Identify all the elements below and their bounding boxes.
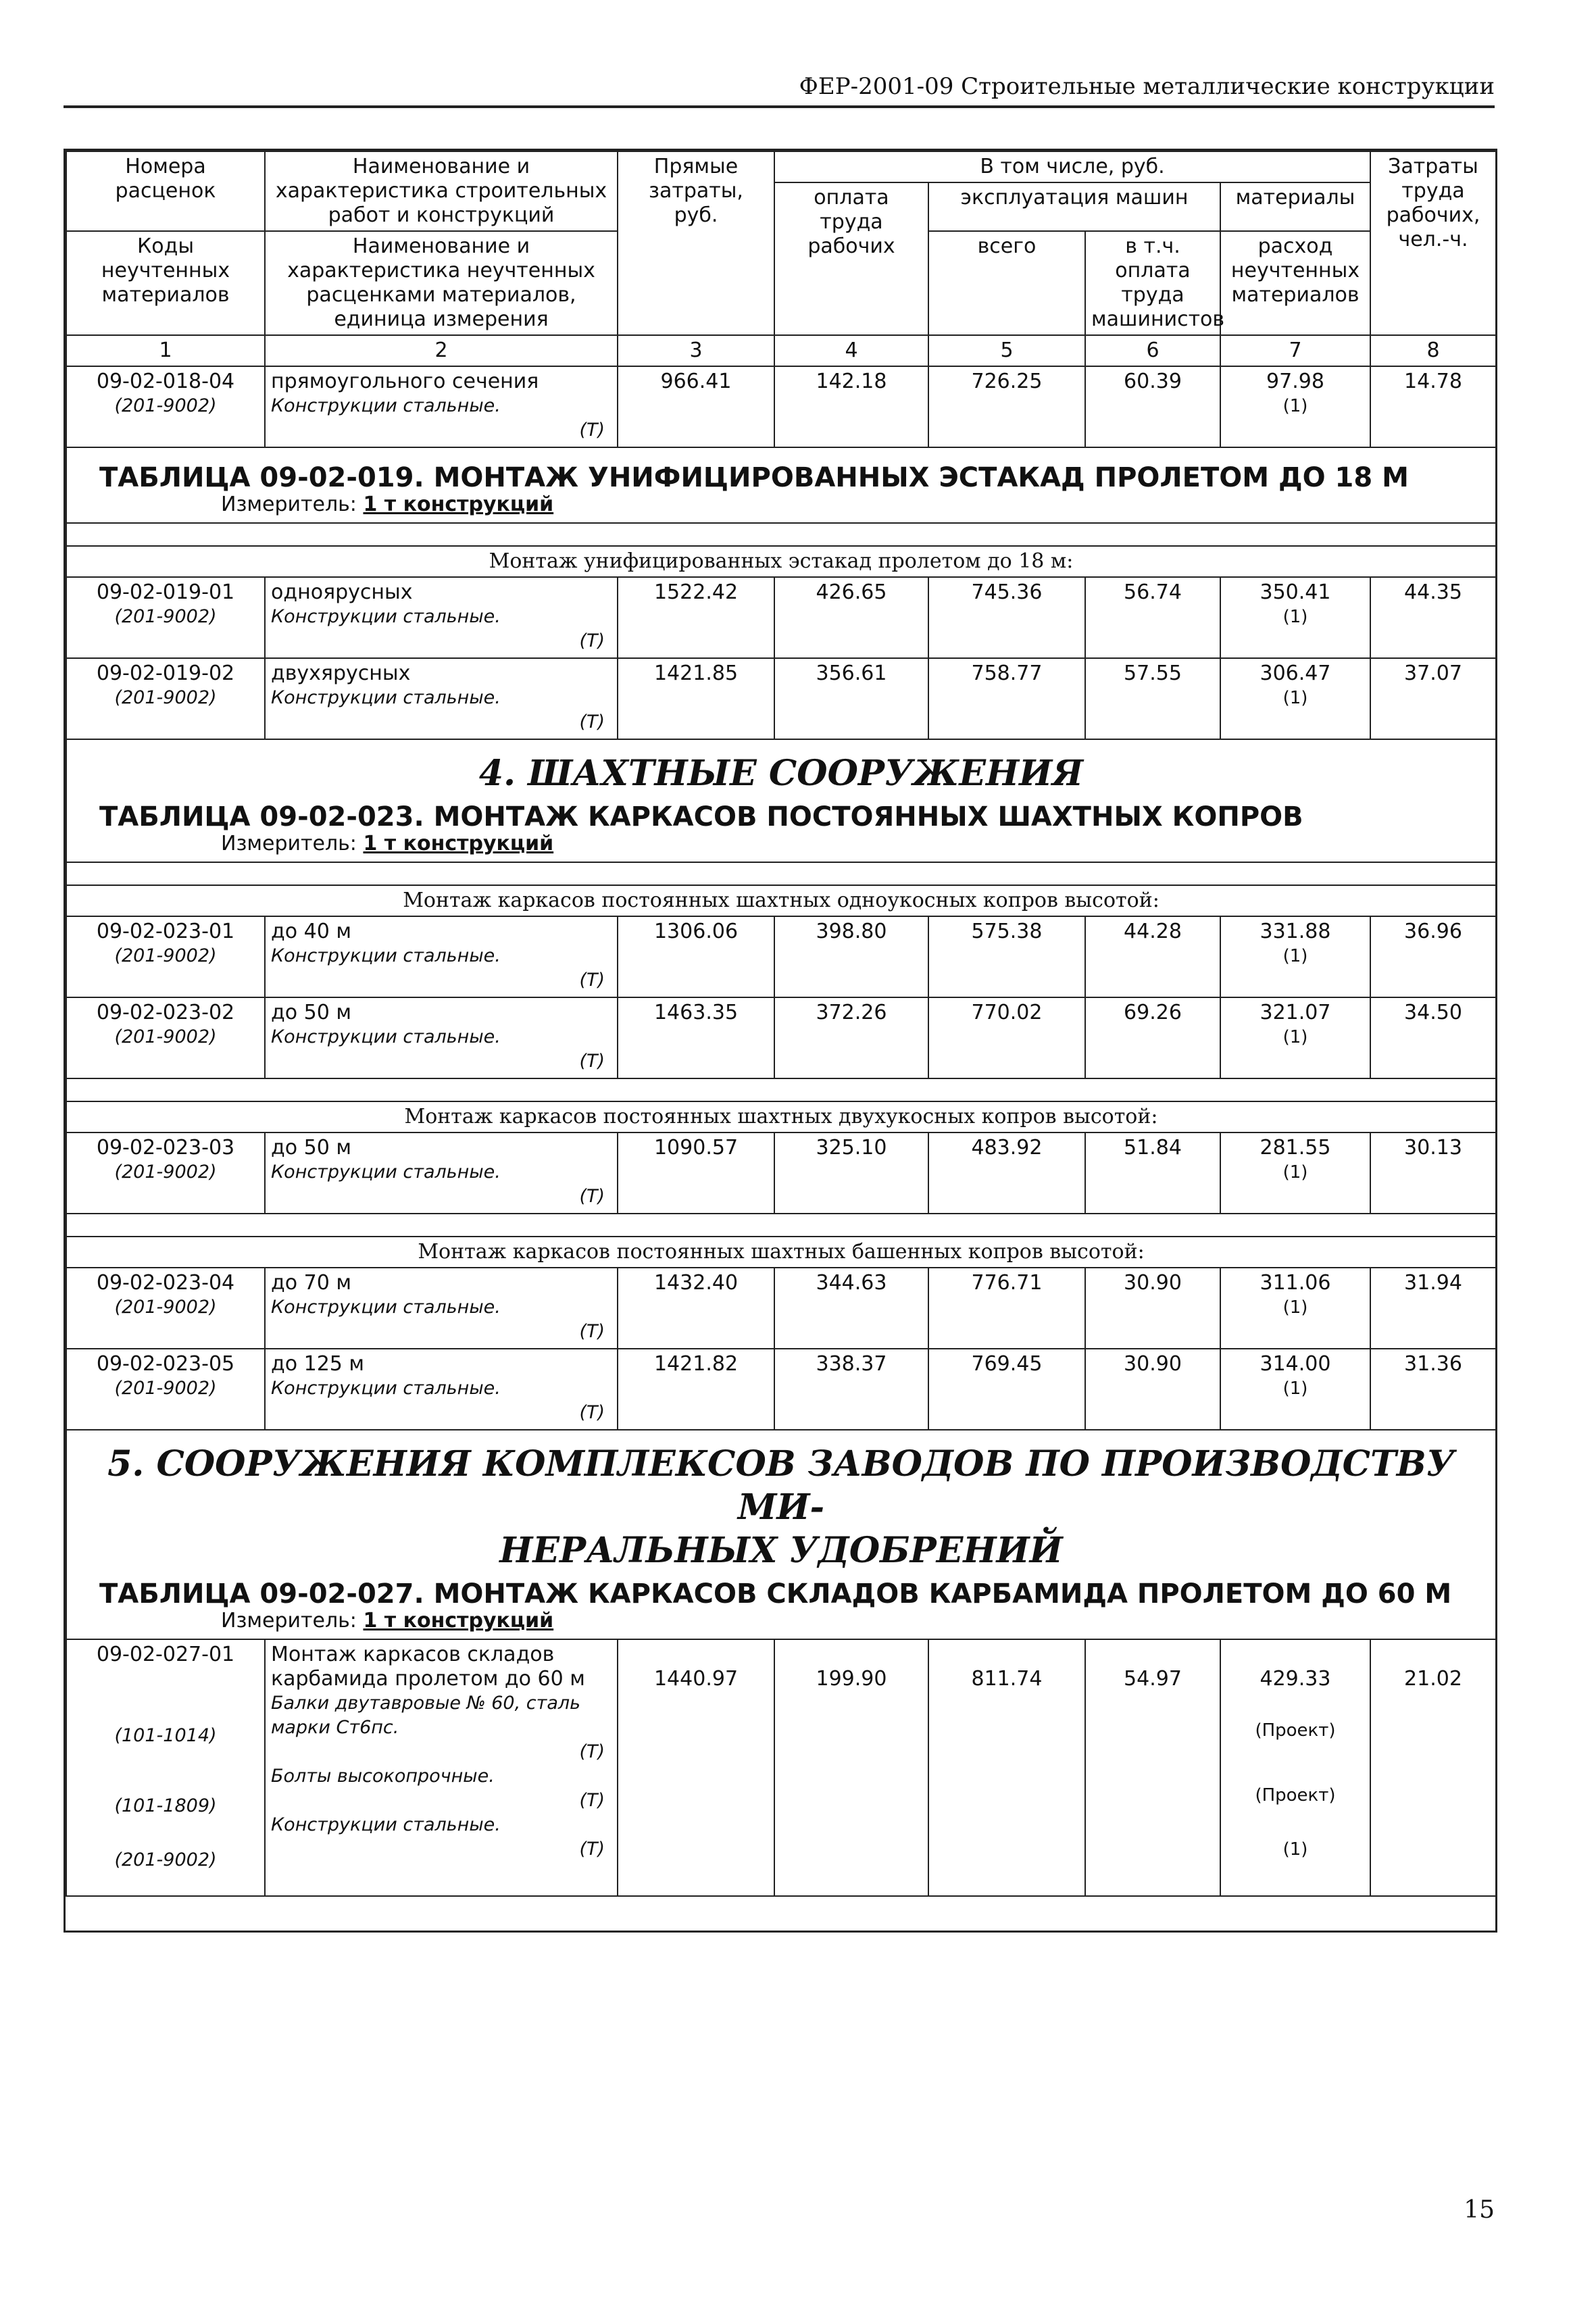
direct-cost: 1522.42 bbox=[618, 577, 774, 658]
work-name: до 70 м bbox=[271, 1271, 351, 1295]
machine-cost: 769.45 bbox=[928, 1349, 1085, 1430]
t-mark: (T) bbox=[579, 630, 605, 651]
group-title: Монтаж унифицированных эстакад пролетом до 18 м: bbox=[66, 546, 1496, 577]
machine-labor-cost: 57.55 bbox=[1085, 658, 1220, 739]
materials-note: (1) bbox=[1282, 607, 1308, 627]
col4-header: оплата труда рабочих bbox=[774, 182, 928, 335]
col-number: 3 bbox=[618, 335, 774, 366]
rate-code: 09-02-023-05 bbox=[96, 1352, 235, 1376]
material-code: (201-9002) bbox=[114, 945, 217, 966]
work-name: до 50 м bbox=[271, 1001, 351, 1024]
table-title: ТАБЛИЦА 09-02-027. МОНТАЖ КАРКАСОВ СКЛАДОВ КАРБАМИДА ПРОЛЕТОМ ДО 60 М bbox=[99, 1578, 1452, 1610]
col5-header: всего bbox=[928, 231, 1085, 335]
materials-cost: 97.98 bbox=[1266, 370, 1324, 393]
t-mark: (T) bbox=[579, 712, 605, 732]
rate-code: 09-02-023-03 bbox=[96, 1136, 235, 1160]
direct-cost: 1421.82 bbox=[618, 1349, 774, 1430]
labor-cost: 199.90 bbox=[816, 1667, 887, 1691]
col-number: 7 bbox=[1220, 335, 1370, 366]
measure-label: Измеритель: bbox=[221, 1609, 357, 1633]
table-row bbox=[66, 577, 1496, 658]
col-number: 2 bbox=[265, 335, 618, 366]
labor-hours: 14.78 bbox=[1370, 366, 1496, 447]
material-name: Конструкции стальные. bbox=[271, 1162, 501, 1183]
material-name: Болты высокопрочные. bbox=[271, 1766, 495, 1787]
materials-cost: 306.47 bbox=[1260, 662, 1331, 685]
table-row bbox=[66, 366, 1496, 447]
work-name: до 40 м bbox=[271, 920, 351, 943]
materials-note: (Проект) bbox=[1255, 1720, 1336, 1741]
incl-group-header: В том числе, руб. bbox=[774, 151, 1370, 182]
table-row bbox=[66, 1268, 1496, 1349]
labor-cost: 356.61 bbox=[774, 658, 928, 739]
labor-cost: 372.26 bbox=[774, 997, 928, 1078]
materials-note: (1) bbox=[1282, 1162, 1308, 1183]
machine-labor-cost: 56.74 bbox=[1085, 577, 1220, 658]
group-title: Монтаж каркасов постоянных шахтных башенных копров высотой: bbox=[66, 1237, 1496, 1268]
materials-cost: 350.41 bbox=[1260, 580, 1331, 604]
material-code: (201-9002) bbox=[114, 1162, 217, 1183]
material-code: (201-9002) bbox=[114, 1297, 217, 1318]
material-name: Конструкции стальные. bbox=[271, 687, 501, 708]
labor-cost: 398.80 bbox=[774, 916, 928, 997]
table-row bbox=[66, 1132, 1496, 1214]
labor-hours: 36.96 bbox=[1370, 916, 1496, 997]
material-name: Конструкции стальные. bbox=[271, 945, 501, 966]
machine-cost: 770.02 bbox=[928, 997, 1085, 1078]
machine-labor-cost: 51.84 bbox=[1085, 1132, 1220, 1214]
machine-labor-cost: 54.97 bbox=[1124, 1667, 1182, 1691]
labor-cost: 338.37 bbox=[774, 1349, 928, 1430]
measure-value: 1 т конструкций bbox=[363, 1609, 554, 1633]
machine-labor-cost: 60.39 bbox=[1085, 366, 1220, 447]
materials-note: (1) bbox=[1282, 396, 1308, 416]
work-name: двухярусных bbox=[271, 662, 411, 685]
direct-cost: 1432.40 bbox=[618, 1268, 774, 1349]
document-header: ФЕР-2001-09 Строительные металлические конструкции bbox=[64, 73, 1495, 108]
col-number: 8 bbox=[1370, 335, 1496, 366]
work-name: до 125 м bbox=[271, 1352, 365, 1376]
labor-cost: 142.18 bbox=[774, 366, 928, 447]
direct-cost: 1421.85 bbox=[618, 658, 774, 739]
rate-code: 09-02-023-04 bbox=[96, 1271, 235, 1295]
labor-cost: 325.10 bbox=[774, 1132, 928, 1214]
materials-note: (1) bbox=[1282, 1378, 1308, 1399]
material-name: Конструкции стальные. bbox=[271, 395, 501, 416]
t-mark: (T) bbox=[579, 1321, 605, 1342]
direct-cost: 1440.97 bbox=[653, 1667, 739, 1691]
rate-code: 09-02-019-02 bbox=[96, 662, 235, 685]
material-code: (201-9002) bbox=[114, 606, 217, 627]
labor-cost: 426.65 bbox=[774, 577, 928, 658]
t-mark: (T) bbox=[579, 970, 605, 991]
col2-bottom-header: Наименование и характеристика неучтенных расценками материалов, единица измерения bbox=[265, 231, 618, 335]
materials-cost: 429.33 bbox=[1260, 1667, 1331, 1691]
table-row bbox=[66, 1349, 1496, 1430]
machines-group-header: эксплуатация машин bbox=[928, 182, 1220, 231]
t-mark: (T) bbox=[579, 420, 605, 441]
material-code: (201-9002) bbox=[114, 1378, 217, 1399]
direct-cost: 1090.57 bbox=[618, 1132, 774, 1214]
col1-bottom-header: Коды неучтенных материалов bbox=[66, 231, 265, 335]
machine-labor-cost: 30.90 bbox=[1085, 1349, 1220, 1430]
rates-table bbox=[66, 151, 1497, 1897]
col-number: 1 bbox=[66, 335, 265, 366]
material-name: Балки двутавровые № 60, сталь марки Ст6пс. bbox=[271, 1693, 581, 1738]
labor-hours: 31.94 bbox=[1370, 1268, 1496, 1349]
machine-cost: 745.36 bbox=[928, 577, 1085, 658]
machine-cost: 811.74 bbox=[971, 1667, 1043, 1691]
material-name: Конструкции стальные. bbox=[271, 1378, 501, 1399]
work-name: до 50 м bbox=[271, 1136, 351, 1160]
table-title: ТАБЛИЦА 09-02-019. МОНТАЖ УНИФИЦИРОВАННЫХ ЭСТАКАД ПРОЛЕТОМ ДО 18 М bbox=[99, 462, 1409, 493]
table-row bbox=[66, 1639, 1496, 1896]
rate-code: 09-02-023-02 bbox=[96, 1001, 235, 1024]
materials-cost: 311.06 bbox=[1260, 1271, 1331, 1295]
page-number: 15 bbox=[1464, 2196, 1495, 2224]
machine-cost: 483.92 bbox=[928, 1132, 1085, 1214]
section-title-continued: НЕРАЛЬНЫХ УДОБРЕНИЙ bbox=[499, 1530, 1063, 1571]
labor-hours: 30.13 bbox=[1370, 1132, 1496, 1214]
t-mark: (T) bbox=[579, 1741, 605, 1762]
measure-value: 1 т конструкций bbox=[363, 832, 554, 855]
material-code: (201-9002) bbox=[114, 395, 217, 416]
measure-label: Измеритель: bbox=[221, 832, 357, 855]
col7-header: расход неучтенных материалов bbox=[1220, 231, 1370, 335]
work-name: Монтаж каркасов складов карбамида пролетом до 60 м bbox=[271, 1643, 585, 1691]
table-title: ТАБЛИЦА 09-02-023. МОНТАЖ КАРКАСОВ ПОСТОЯННЫХ ШАХТНЫХ КОПРОВ bbox=[99, 801, 1303, 832]
t-mark: (T) bbox=[579, 1402, 605, 1423]
t-mark: (T) bbox=[579, 1051, 605, 1072]
material-name: Конструкции стальные. bbox=[271, 1297, 501, 1318]
material-name: Конструкции стальные. bbox=[271, 606, 501, 627]
rate-code: 09-02-018-04 bbox=[96, 370, 235, 393]
col8-header: Затраты труда рабочих, чел.-ч. bbox=[1370, 151, 1496, 335]
labor-hours: 44.35 bbox=[1370, 577, 1496, 658]
machine-cost: 575.38 bbox=[928, 916, 1085, 997]
t-mark: (T) bbox=[579, 1186, 605, 1207]
col-number: 5 bbox=[928, 335, 1085, 366]
table-row bbox=[66, 997, 1496, 1078]
machine-labor-cost: 69.26 bbox=[1085, 997, 1220, 1078]
labor-hours: 34.50 bbox=[1370, 997, 1496, 1078]
materials-note: (1) bbox=[1282, 688, 1308, 708]
materials-group-header: материалы bbox=[1220, 182, 1370, 231]
measure-label: Измеритель: bbox=[221, 493, 357, 516]
direct-cost: 966.41 bbox=[618, 366, 774, 447]
col6-header: в т.ч. оплата труда машинистов bbox=[1085, 231, 1220, 335]
direct-cost: 1463.35 bbox=[618, 997, 774, 1078]
material-code: (201-9002) bbox=[114, 1026, 217, 1047]
col2-top-header: Наименование и характеристика строительных работ и конструкций bbox=[265, 151, 618, 231]
material-code: (201-9002) bbox=[114, 1849, 217, 1870]
work-name: прямоугольного сечения bbox=[271, 370, 539, 393]
labor-hours: 21.02 bbox=[1404, 1667, 1462, 1691]
materials-note: (1) bbox=[1282, 946, 1308, 966]
rate-code: 09-02-019-01 bbox=[96, 580, 235, 604]
rate-code: 09-02-027-01 bbox=[96, 1643, 235, 1666]
material-code: (201-9002) bbox=[114, 687, 217, 708]
labor-hours: 31.36 bbox=[1370, 1349, 1496, 1430]
section-title: 4. ШАХТНЫЕ СООРУЖЕНИЯ bbox=[478, 753, 1084, 794]
materials-note: (1) bbox=[1282, 1297, 1308, 1318]
group-title: Монтаж каркасов постоянных шахтных одноукосных копров высотой: bbox=[66, 885, 1496, 916]
table-row bbox=[66, 658, 1496, 739]
material-name: Конструкции стальные. bbox=[271, 1814, 501, 1835]
group-title: Монтаж каркасов постоянных шахтных двухукосных копров высотой: bbox=[66, 1101, 1496, 1132]
materials-cost: 331.88 bbox=[1260, 920, 1331, 943]
rate-code: 09-02-023-01 bbox=[96, 920, 235, 943]
rates-table-frame bbox=[64, 149, 1497, 1933]
materials-note: (1) bbox=[1282, 1027, 1308, 1047]
machine-labor-cost: 44.28 bbox=[1085, 916, 1220, 997]
materials-note: (Проект) bbox=[1255, 1785, 1336, 1806]
labor-cost: 344.63 bbox=[774, 1268, 928, 1349]
machine-labor-cost: 30.90 bbox=[1085, 1268, 1220, 1349]
materials-cost: 321.07 bbox=[1260, 1001, 1331, 1024]
materials-cost: 314.00 bbox=[1260, 1352, 1331, 1376]
materials-note: (1) bbox=[1282, 1839, 1308, 1860]
t-mark: (T) bbox=[579, 1839, 605, 1860]
measure-value: 1 т конструкций bbox=[363, 493, 554, 516]
material-code: (101-1809) bbox=[114, 1795, 217, 1816]
work-name: одноярусных bbox=[271, 580, 413, 604]
table-row bbox=[66, 916, 1496, 997]
labor-hours: 37.07 bbox=[1370, 658, 1496, 739]
col-number: 6 bbox=[1085, 335, 1220, 366]
material-name: Конструкции стальные. bbox=[271, 1026, 501, 1047]
material-code: (101-1014) bbox=[114, 1725, 217, 1746]
t-mark: (T) bbox=[579, 1790, 605, 1811]
direct-cost: 1306.06 bbox=[618, 916, 774, 997]
machine-cost: 776.71 bbox=[928, 1268, 1085, 1349]
section-title: 5. СООРУЖЕНИЯ КОМПЛЕКСОВ ЗАВОДОВ ПО ПРОИЗВОДСТВУ МИ- bbox=[107, 1443, 1455, 1528]
machine-cost: 758.77 bbox=[928, 658, 1085, 739]
col1-top-header: Номера расценок bbox=[66, 151, 265, 231]
materials-cost: 281.55 bbox=[1260, 1136, 1331, 1160]
machine-cost: 726.25 bbox=[928, 366, 1085, 447]
col-number: 4 bbox=[774, 335, 928, 366]
col3-header: Прямые затраты, руб. bbox=[618, 151, 774, 335]
